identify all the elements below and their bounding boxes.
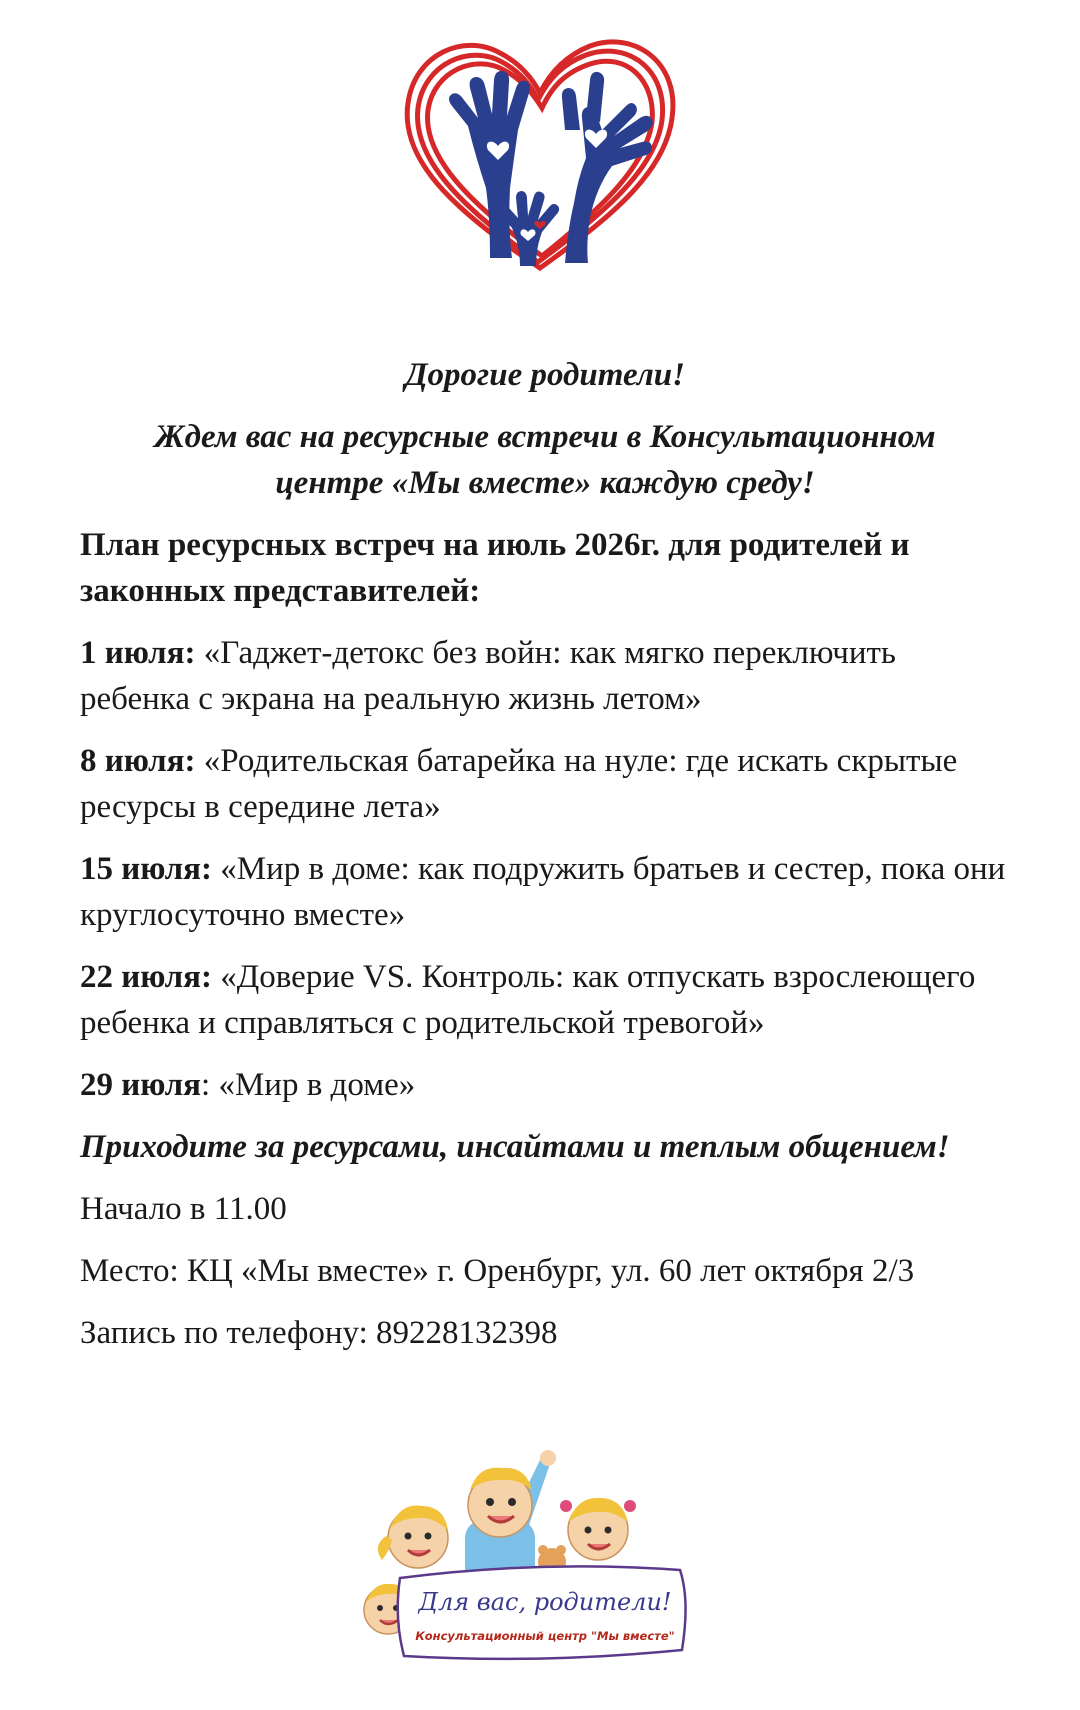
- meeting-topic: «Мир в доме: как подружить братьев и сестер, пока они круглосуточно вместе»: [80, 851, 1006, 933]
- plan-title: План ресурсных встреч на июль 2026г. для родителей и законных представителей:: [80, 527, 910, 609]
- meeting-date: 15 июля:: [80, 851, 213, 887]
- heart-with-hands-icon: [390, 18, 690, 288]
- greeting: Дорогие родители!: [405, 357, 685, 393]
- meeting-item: [80, 846, 1010, 938]
- place: Место: КЦ «Мы вместе» г. Оренбург, ул. 60 лет октября 2/3: [80, 1253, 915, 1289]
- invitation-text: Ждем вас на ресурсные встречи в Консультационном центре «Мы вместе» каждую среду!: [154, 419, 936, 501]
- closing-line: Приходите за ресурсами, инсайтами и теплым общением!: [80, 1129, 950, 1165]
- meeting-topic: «Родительская батарейка на нуле: где искать скрытые ресурсы в середине лета»: [80, 743, 958, 825]
- meeting-topic: : «Мир в доме»: [201, 1067, 416, 1103]
- meeting-date: 22 июля:: [80, 959, 213, 995]
- meeting-item: [80, 1062, 1010, 1108]
- meeting-date: 1 июля:: [80, 635, 196, 671]
- meeting-item: [80, 954, 1010, 1046]
- meeting-date: 8 июля:: [80, 743, 196, 779]
- children-with-sign-icon: [360, 1450, 720, 1690]
- meeting-topic: «Гаджет-детокс без войн: как мягко переключить ребенка с экрана на реальную жизнь летом»: [80, 635, 896, 717]
- start-time: Начало в 11.00: [80, 1191, 287, 1227]
- meetings-list: [80, 630, 1010, 1108]
- phone: Запись по телефону: 89228132398: [80, 1315, 558, 1351]
- sign-subtitle: Консультационный центр "Мы вместе": [415, 1629, 675, 1643]
- sign-title: Для вас, родители!: [418, 1588, 672, 1616]
- flyer-content: [80, 352, 1010, 1372]
- meeting-item: [80, 630, 1010, 722]
- meeting-date: 29 июля: [80, 1067, 202, 1103]
- meeting-topic: «Доверие VS. Контроль: как отпускать взрослеющего ребенка и справляться с родительской тревогой»: [80, 959, 976, 1041]
- meeting-item: [80, 738, 1010, 830]
